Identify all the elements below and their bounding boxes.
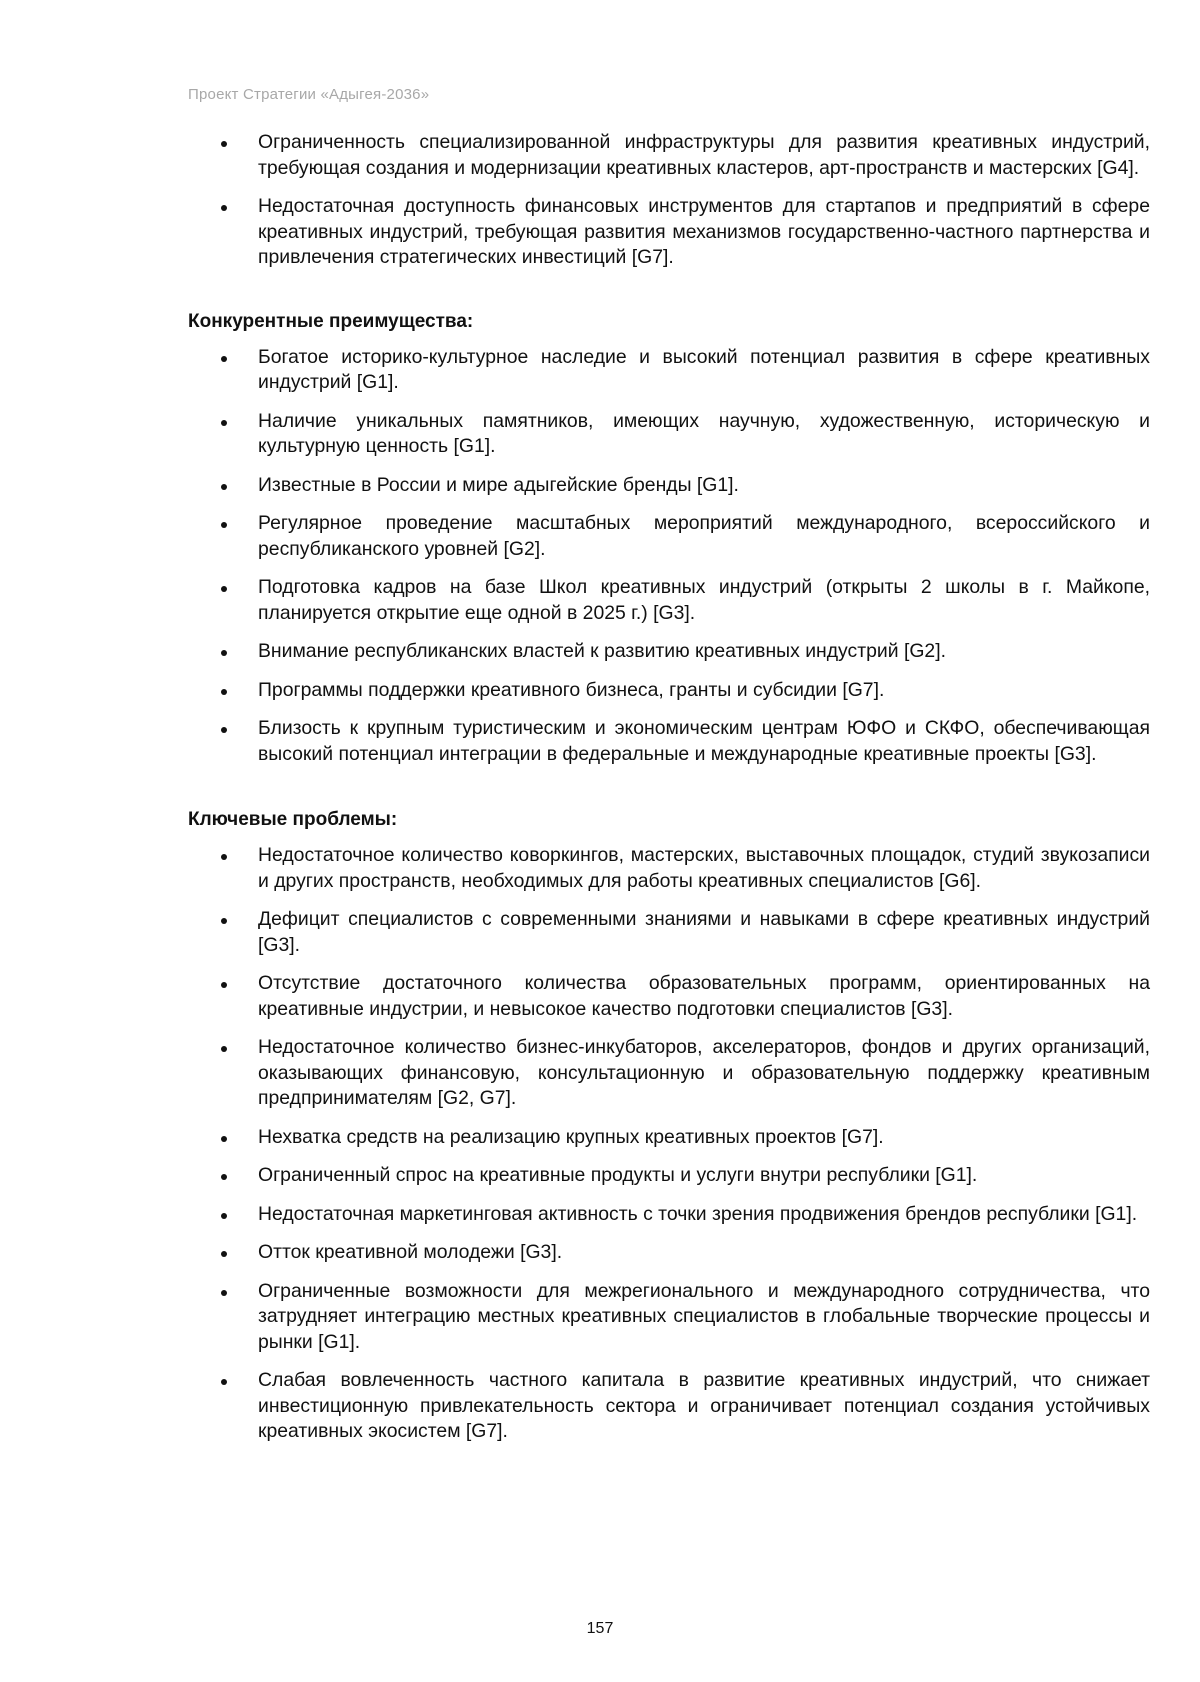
list-item-text: Ограниченность специализированной инфраструктуры для развития креативных индустрий, требующая создания и модернизации креативных кластеров, арт-пространств и мастерских [G4]. — [258, 131, 1150, 179]
bullet-icon — [221, 918, 227, 924]
list-item-text: Дефицит специалистов с современными знаниями и навыками в сфере креативных индустрий [G3]. — [258, 908, 1150, 956]
list-item-text: Недостаточное количество бизнес-инкубаторов, акселераторов, фондов и других организаций, оказывающих финансовую, консультационную и образовательную поддержку креативным предпринимателям [G2, G7]. — [258, 1036, 1150, 1109]
bullet-icon — [221, 522, 227, 528]
list-item — [188, 1125, 1150, 1151]
list-item-text: Недостаточная маркетинговая активность с точки зрения продвижения брендов республики [G1]. — [258, 1202, 1138, 1225]
list-item — [188, 1240, 1150, 1266]
list-item-text: Богатое историко-культурное наследие и высокий потенциал развития в сфере креативных индустрий [G1]. — [258, 345, 1150, 393]
bullet-icon — [221, 1213, 227, 1219]
list-item — [188, 907, 1150, 958]
bullet-icon — [221, 356, 227, 362]
list-item-text: Близость к крупным туристическим и экономическим центрам ЮФО и СКФО, обеспечивающая высокий потенциал интеграции в федеральные и международные креативные проекты [G3]. — [258, 717, 1150, 765]
bullet-icon — [221, 727, 227, 733]
bullet-icon — [221, 1251, 227, 1257]
bullet-icon — [221, 484, 227, 490]
bullet-icon — [221, 586, 227, 592]
list-item-text: Внимание республиканских властей к развитию креативных индустрий [G2]. — [258, 640, 946, 662]
list-item — [188, 716, 1150, 767]
list-item — [188, 678, 1150, 704]
list-item — [188, 1202, 1150, 1228]
page-content — [188, 130, 1150, 1458]
intro-list — [188, 130, 1150, 271]
list-item — [188, 409, 1150, 460]
advantages-list — [188, 345, 1150, 768]
list-item — [188, 971, 1150, 1022]
bullet-icon — [221, 205, 227, 211]
bullet-icon — [221, 1379, 227, 1385]
list-item — [188, 194, 1150, 271]
list-item — [188, 843, 1150, 894]
list-item-text: Ограниченный спрос на креативные продукты и услуги внутри республики [G1]. — [258, 1164, 978, 1186]
list-item-text: Слабая вовлеченность частного капитала в развитие креативных индустрий, что снижает инвестиционную привлекательность сектора и ограничивает потенциал создания устойчивых креативных экосистем [G7]. — [258, 1369, 1150, 1442]
running-header: Проект Стратегии «Адыгея-2036» — [188, 86, 430, 103]
bullet-icon — [221, 689, 227, 695]
bullet-icon — [221, 141, 227, 147]
bullet-icon — [221, 854, 227, 860]
list-item-text: Отсутствие достаточного количества образовательных программ, ориентированных на креативные индустрии, и невысокое качество подготовки специалистов [G3]. — [258, 972, 1150, 1020]
list-item-text: Ограниченные возможности для межрегионального и международного сотрудничества, что затрудняет интеграцию местных креативных специалистов в глобальные творческие процессы и рынки [G1]. — [258, 1279, 1150, 1353]
problems-list — [188, 843, 1150, 1445]
list-item-text: Отток креативной молодежи [G3]. — [258, 1241, 563, 1263]
list-item — [188, 1368, 1150, 1445]
list-item-text: Недостаточное количество коворкингов, мастерских, выставочных площадок, студий звукозаписи и других пространств, необходимых для работы креативных специалистов [G6]. — [258, 844, 1150, 892]
section-heading-advantages: Конкурентные преимущества: — [188, 310, 474, 332]
bullet-icon — [221, 1136, 227, 1142]
list-item-text: Известные в России и мире адыгейские бренды [G1]. — [258, 473, 739, 496]
bullet-icon — [221, 1290, 227, 1296]
bullet-icon — [221, 650, 227, 656]
list-item-text: Наличие уникальных памятников, имеющих научную, художественную, историческую и культурную ценность [G1]. — [258, 409, 1150, 457]
list-item — [188, 575, 1150, 626]
bullet-icon — [221, 1174, 227, 1180]
section-heading-problems: Ключевые проблемы: — [188, 809, 398, 830]
list-item-text: Регулярное проведение масштабных мероприятий международного, всероссийского и республиканского уровней [G2]. — [258, 512, 1150, 560]
list-item-text: Подготовка кадров на базе Школ креативных индустрий (открыты 2 школы в г. Майкопе, планируется открытие еще одной в 2025 г.) [G3]. — [258, 576, 1150, 624]
list-item — [188, 345, 1150, 396]
list-item-text: Программы поддержки креативного бизнеса, гранты и субсидии [G7]. — [258, 678, 885, 701]
list-item — [188, 130, 1150, 181]
list-item — [188, 1035, 1150, 1112]
list-item — [188, 1163, 1150, 1189]
list-item-text: Недостаточная доступность финансовых инструментов для стартапов и предприятий в сфере креативных индустрий, требующая развития механизмов государственно-частного партнерства и привлечения стратегических инвестиций [G7]. — [258, 195, 1150, 268]
list-item — [188, 511, 1150, 562]
list-item — [188, 473, 1150, 499]
bullet-icon — [221, 420, 227, 426]
bullet-icon — [221, 1046, 227, 1052]
list-item-text: Нехватка средств на реализацию крупных креативных проектов [G7]. — [258, 1125, 884, 1148]
page-number: 157 — [586, 1620, 614, 1637]
list-item — [188, 1279, 1150, 1356]
list-item — [188, 639, 1150, 665]
bullet-icon — [221, 982, 227, 988]
